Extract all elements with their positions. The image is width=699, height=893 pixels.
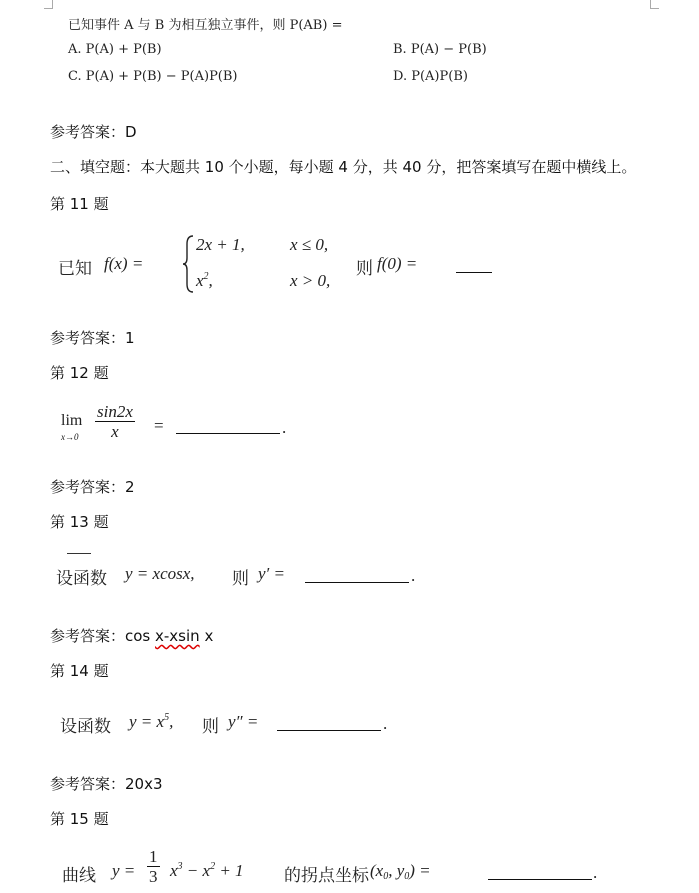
q12-fraction <box>95 403 135 442</box>
q14-text-a: 设函数 <box>60 717 111 736</box>
q13-period: . <box>411 566 416 585</box>
q13-text-a: 设函数 <box>56 569 107 588</box>
q15-coord: (x0, y0) = <box>370 861 431 882</box>
prev-question-stem: 已知事件 A 与 B 为相互独立事件，则 P(AB) = <box>68 18 343 33</box>
q11-answer-blank[interactable] <box>456 272 492 273</box>
prev-option-a: A. P(A) + P(B) <box>68 42 162 57</box>
q12-equals: = <box>154 416 164 435</box>
q14-title: 第 14 题 <box>50 662 109 680</box>
q15-y-eq: y = <box>112 861 136 880</box>
q15-text-b: 的拐点坐标 <box>284 866 369 885</box>
q15-frac-den: 3 <box>149 867 158 886</box>
q15-text-a: 曲线 <box>62 866 96 885</box>
q11-prefix: 已知 <box>58 259 92 278</box>
q13-expr: y = xcosx, <box>125 564 195 583</box>
q11-title: 第 11 题 <box>50 195 109 213</box>
q13-answer: 参考答案：cos x-xsin x <box>50 627 214 645</box>
q11-fx: f(x) = <box>104 254 144 273</box>
prev-answer: 参考答案：D <box>50 123 137 141</box>
page-corner-mark-left <box>44 0 53 9</box>
q12-denominator: x <box>111 422 119 441</box>
q12-period: . <box>282 418 287 437</box>
q14-period: . <box>383 714 388 733</box>
q14-answer: 参考答案：20x3 <box>50 775 163 793</box>
q12-lim: lim <box>61 412 83 429</box>
q12-title: 第 12 题 <box>50 364 109 382</box>
q11-ask: f(0) = <box>377 254 418 273</box>
q14-answer-blank[interactable] <box>277 730 381 731</box>
page-corner-mark-right <box>650 0 659 9</box>
q11-brace <box>181 234 195 294</box>
q14-expr: $y = x^5$, <box>129 712 174 731</box>
q11-answer: 参考答案：1 <box>50 329 135 347</box>
q11-case1-expr: 2x + 1, <box>196 235 245 254</box>
q13-answer-spellcheck-mark: x-xsin <box>155 627 200 645</box>
section-header: 二、填空题：本大题共 10 个小题，每小题 4 分，共 40 分，把答案填写在题中横线上。 <box>50 158 637 176</box>
q13-answer-blank[interactable] <box>305 582 409 583</box>
q12-answer: 参考答案：2 <box>50 478 135 496</box>
q12-numerator: sin2x <box>97 402 133 421</box>
q13-title: 第 13 题 <box>50 513 109 531</box>
q11-case1-cond: x ≤ 0, <box>290 235 329 254</box>
q15-fraction <box>147 848 160 887</box>
prev-option-c: C. P(A) + P(B) − P(A)P(B) <box>68 69 238 84</box>
q12-lim-sub: x→0 <box>61 432 79 442</box>
q15-period: . <box>593 863 598 882</box>
q12-answer-blank[interactable] <box>176 433 280 434</box>
q15-answer-blank[interactable] <box>488 879 592 880</box>
prev-option-d: D. P(A)P(B) <box>393 69 468 84</box>
q15-expr: $x^3 - x^2 + 1$ <box>170 861 244 880</box>
q14-text-b: 则 <box>202 717 219 736</box>
prev-option-b: B. P(A) − P(B) <box>393 42 487 57</box>
q15-title: 第 15 题 <box>50 810 109 828</box>
q11-case2-cond: x > 0, <box>290 271 331 290</box>
q13-text-b: 则 <box>232 569 249 588</box>
q15-frac-num: 1 <box>149 847 158 866</box>
q11-case2-expr: $x^2$, <box>196 271 213 290</box>
q13-overline-mark <box>67 553 91 554</box>
q11-suffix: 则 <box>356 259 373 278</box>
q13-ask: y′ = <box>258 564 285 583</box>
q14-ask: y″ = <box>228 712 259 731</box>
